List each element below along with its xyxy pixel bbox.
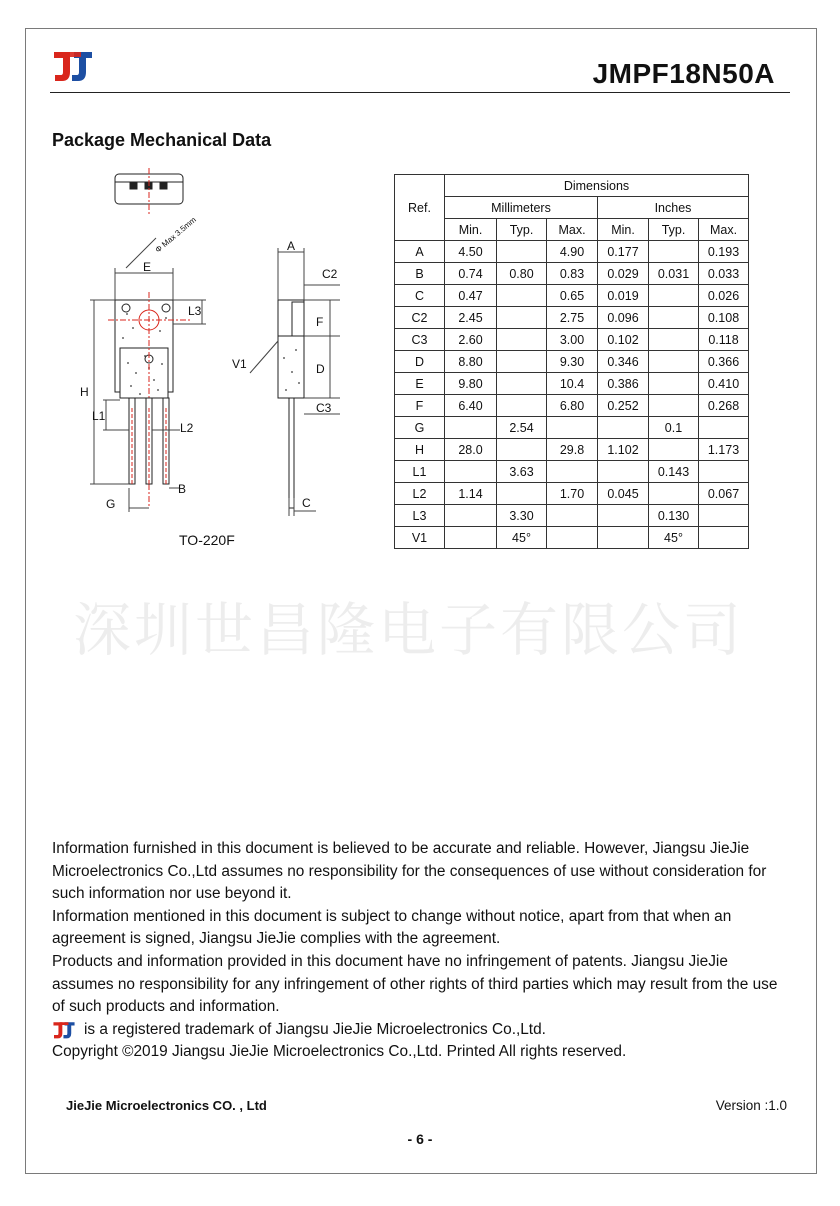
table-subheader-row xyxy=(395,219,749,241)
value-cell: 10.4 xyxy=(547,373,598,395)
header-millimeters: Millimeters xyxy=(445,197,598,219)
disclaimer-paragraph-1: Information furnished in this document is believed to be accurate and reliable. However, Jiangsu JieJie Microelectronics Co.,Ltd assumes no responsibility for the consequences of use without consideration for such information nor use beyond it. xyxy=(52,840,767,903)
value-cell: 0.177 xyxy=(598,241,649,263)
ref-cell: C3 xyxy=(395,329,445,351)
value-cell xyxy=(497,329,547,351)
ref-cell: V1 xyxy=(395,527,445,549)
value-cell: 0.74 xyxy=(445,263,497,285)
value-cell xyxy=(497,373,547,395)
value-cell: 29.8 xyxy=(547,439,598,461)
table-row xyxy=(395,461,749,483)
label-E: E xyxy=(143,260,152,274)
value-cell: 1.173 xyxy=(699,439,749,461)
value-cell: 9.30 xyxy=(547,351,598,373)
label-H: H xyxy=(80,385,89,399)
ref-cell: H xyxy=(395,439,445,461)
value-cell xyxy=(649,285,699,307)
value-cell: 0.366 xyxy=(699,351,749,373)
value-cell xyxy=(547,461,598,483)
value-cell xyxy=(547,417,598,439)
value-cell xyxy=(497,395,547,417)
table-row xyxy=(395,483,749,505)
value-cell xyxy=(649,329,699,351)
value-cell: 0.019 xyxy=(598,285,649,307)
table-row xyxy=(395,263,749,285)
dimensions-table xyxy=(394,174,749,549)
value-cell: 0.346 xyxy=(598,351,649,373)
value-cell: 0.029 xyxy=(598,263,649,285)
copyright-text: Copyright ©2019 Jiangsu JieJie Microelectronics Co.,Ltd. Printed All rights reserved. xyxy=(52,1043,627,1061)
value-cell: 0.033 xyxy=(699,263,749,285)
ref-cell: C xyxy=(395,285,445,307)
value-cell xyxy=(497,241,547,263)
label-F: F xyxy=(316,315,324,329)
value-cell: 0.143 xyxy=(649,461,699,483)
value-cell: 0.045 xyxy=(598,483,649,505)
value-cell: 45° xyxy=(649,527,699,549)
table-row xyxy=(395,241,749,263)
value-cell: 3.63 xyxy=(497,461,547,483)
value-cell: 3.30 xyxy=(497,505,547,527)
value-cell: 0.1 xyxy=(649,417,699,439)
value-cell: 0.80 xyxy=(497,263,547,285)
table-row xyxy=(395,417,749,439)
subheader-cell: Min. xyxy=(445,219,497,241)
subheader-cell: Min. xyxy=(598,219,649,241)
value-cell xyxy=(649,483,699,505)
header-inches: Inches xyxy=(598,197,749,219)
value-cell: 0.102 xyxy=(598,329,649,351)
value-cell: 1.102 xyxy=(598,439,649,461)
ref-cell: F xyxy=(395,395,445,417)
label-L1: L1 xyxy=(92,409,106,423)
watermark: 深圳世昌隆电子有限公司 xyxy=(73,596,745,664)
value-cell: 0.130 xyxy=(649,505,699,527)
disclaimer-paragraph-2: Information mentioned in this document is subject to change without notice, apart from that when an agreement is signed, Jiangsu JieJie complies with the agreement. xyxy=(52,907,732,948)
value-cell xyxy=(547,527,598,549)
value-cell: 0.65 xyxy=(547,285,598,307)
subheader-cell: Max. xyxy=(547,219,598,241)
table-row xyxy=(395,329,749,351)
value-cell xyxy=(497,285,547,307)
value-cell xyxy=(699,505,749,527)
table-header-row xyxy=(395,175,749,197)
disclaimer xyxy=(52,838,792,1064)
value-cell: 2.54 xyxy=(497,417,547,439)
value-cell: 6.80 xyxy=(547,395,598,417)
value-cell: 0.031 xyxy=(649,263,699,285)
ref-cell: A xyxy=(395,241,445,263)
side-view xyxy=(278,300,304,508)
header-ref: Ref. xyxy=(395,175,445,241)
ref-cell: L2 xyxy=(395,483,445,505)
value-cell: 0.118 xyxy=(699,329,749,351)
jj-logo-icon xyxy=(52,48,94,84)
value-cell xyxy=(649,241,699,263)
ref-cell: C2 xyxy=(395,307,445,329)
label-C: C xyxy=(302,496,311,510)
header-dimensions: Dimensions xyxy=(445,175,749,197)
label-G: G xyxy=(106,497,116,511)
value-cell: 8.80 xyxy=(445,351,497,373)
table-row xyxy=(395,351,749,373)
table-row xyxy=(395,439,749,461)
value-cell: 4.50 xyxy=(445,241,497,263)
subheader-cell: Typ. xyxy=(649,219,699,241)
ref-cell: L3 xyxy=(395,505,445,527)
value-cell xyxy=(598,417,649,439)
package-drawing xyxy=(70,168,370,553)
label-D: D xyxy=(316,362,325,376)
value-cell xyxy=(649,439,699,461)
value-cell: 0.096 xyxy=(598,307,649,329)
value-cell xyxy=(547,505,598,527)
header-divider xyxy=(50,92,790,93)
value-cell: 2.45 xyxy=(445,307,497,329)
subheader-cell: Typ. xyxy=(497,219,547,241)
table-row xyxy=(395,505,749,527)
package-label: TO-220F xyxy=(179,532,235,548)
table-row xyxy=(395,285,749,307)
value-cell xyxy=(649,395,699,417)
ref-cell: G xyxy=(395,417,445,439)
value-cell xyxy=(598,505,649,527)
value-cell: 0.268 xyxy=(699,395,749,417)
top-view xyxy=(115,168,183,216)
value-cell: 3.00 xyxy=(547,329,598,351)
value-cell xyxy=(445,505,497,527)
jj-logo-small-icon xyxy=(52,1020,76,1040)
value-cell: 0.386 xyxy=(598,373,649,395)
footer-version: Version :1.0 xyxy=(715,1098,787,1113)
value-cell xyxy=(649,307,699,329)
label-V1: V1 xyxy=(232,357,247,371)
value-cell: 0.193 xyxy=(699,241,749,263)
trademark-line xyxy=(52,1019,792,1042)
table-row xyxy=(395,395,749,417)
value-cell: 28.0 xyxy=(445,439,497,461)
value-cell xyxy=(699,461,749,483)
value-cell: 1.70 xyxy=(547,483,598,505)
label-L2: L2 xyxy=(180,421,194,435)
value-cell: 1.14 xyxy=(445,483,497,505)
ref-cell: E xyxy=(395,373,445,395)
table-row xyxy=(395,373,749,395)
label-C2: C2 xyxy=(322,267,338,281)
table-row xyxy=(395,307,749,329)
value-cell xyxy=(699,527,749,549)
value-cell: 0.108 xyxy=(699,307,749,329)
trademark-text: is a registered trademark of Jiangsu JieJie Microelectronics Co.,Ltd. xyxy=(84,1020,546,1038)
table-row xyxy=(395,527,749,549)
value-cell xyxy=(598,527,649,549)
value-cell xyxy=(497,483,547,505)
value-cell xyxy=(445,461,497,483)
part-number: JMPF18N50A xyxy=(592,58,775,89)
value-cell: 0.026 xyxy=(699,285,749,307)
value-cell xyxy=(445,527,497,549)
value-cell: 45° xyxy=(497,527,547,549)
ref-cell: B xyxy=(395,263,445,285)
value-cell: 2.75 xyxy=(547,307,598,329)
disclaimer-paragraph-3: Products and information provided in this document have no infringement of patents. Jiangsu JieJie assumes no responsibility for any infringement of other rights of third parties which may result from the use of such products and information. xyxy=(52,952,778,1016)
value-cell xyxy=(445,417,497,439)
value-cell xyxy=(649,373,699,395)
footer-company: JieJie Microelectronics CO. , Ltd xyxy=(66,1098,267,1113)
label-B: B xyxy=(178,482,187,496)
table-unit-row xyxy=(395,197,749,219)
value-cell: 0.410 xyxy=(699,373,749,395)
label-C3: C3 xyxy=(316,401,332,415)
value-cell xyxy=(649,351,699,373)
subheader-cell: Max. xyxy=(699,219,749,241)
label-L3: L3 xyxy=(188,304,202,318)
section-title: Package Mechanical Data xyxy=(52,130,272,150)
value-cell xyxy=(497,439,547,461)
value-cell: 2.60 xyxy=(445,329,497,351)
value-cell: 6.40 xyxy=(445,395,497,417)
value-cell: 9.80 xyxy=(445,373,497,395)
value-cell: 4.90 xyxy=(547,241,598,263)
label-A: A xyxy=(287,239,296,253)
ref-cell: L1 xyxy=(395,461,445,483)
value-cell: 0.47 xyxy=(445,285,497,307)
label-hole: Φ Max 3.5mm xyxy=(153,215,198,255)
value-cell: 0.252 xyxy=(598,395,649,417)
value-cell: 0.067 xyxy=(699,483,749,505)
value-cell xyxy=(497,307,547,329)
value-cell xyxy=(497,351,547,373)
value-cell: 0.83 xyxy=(547,263,598,285)
value-cell xyxy=(598,461,649,483)
page-number: - 6 - xyxy=(407,1131,433,1147)
ref-cell: D xyxy=(395,351,445,373)
value-cell xyxy=(699,417,749,439)
